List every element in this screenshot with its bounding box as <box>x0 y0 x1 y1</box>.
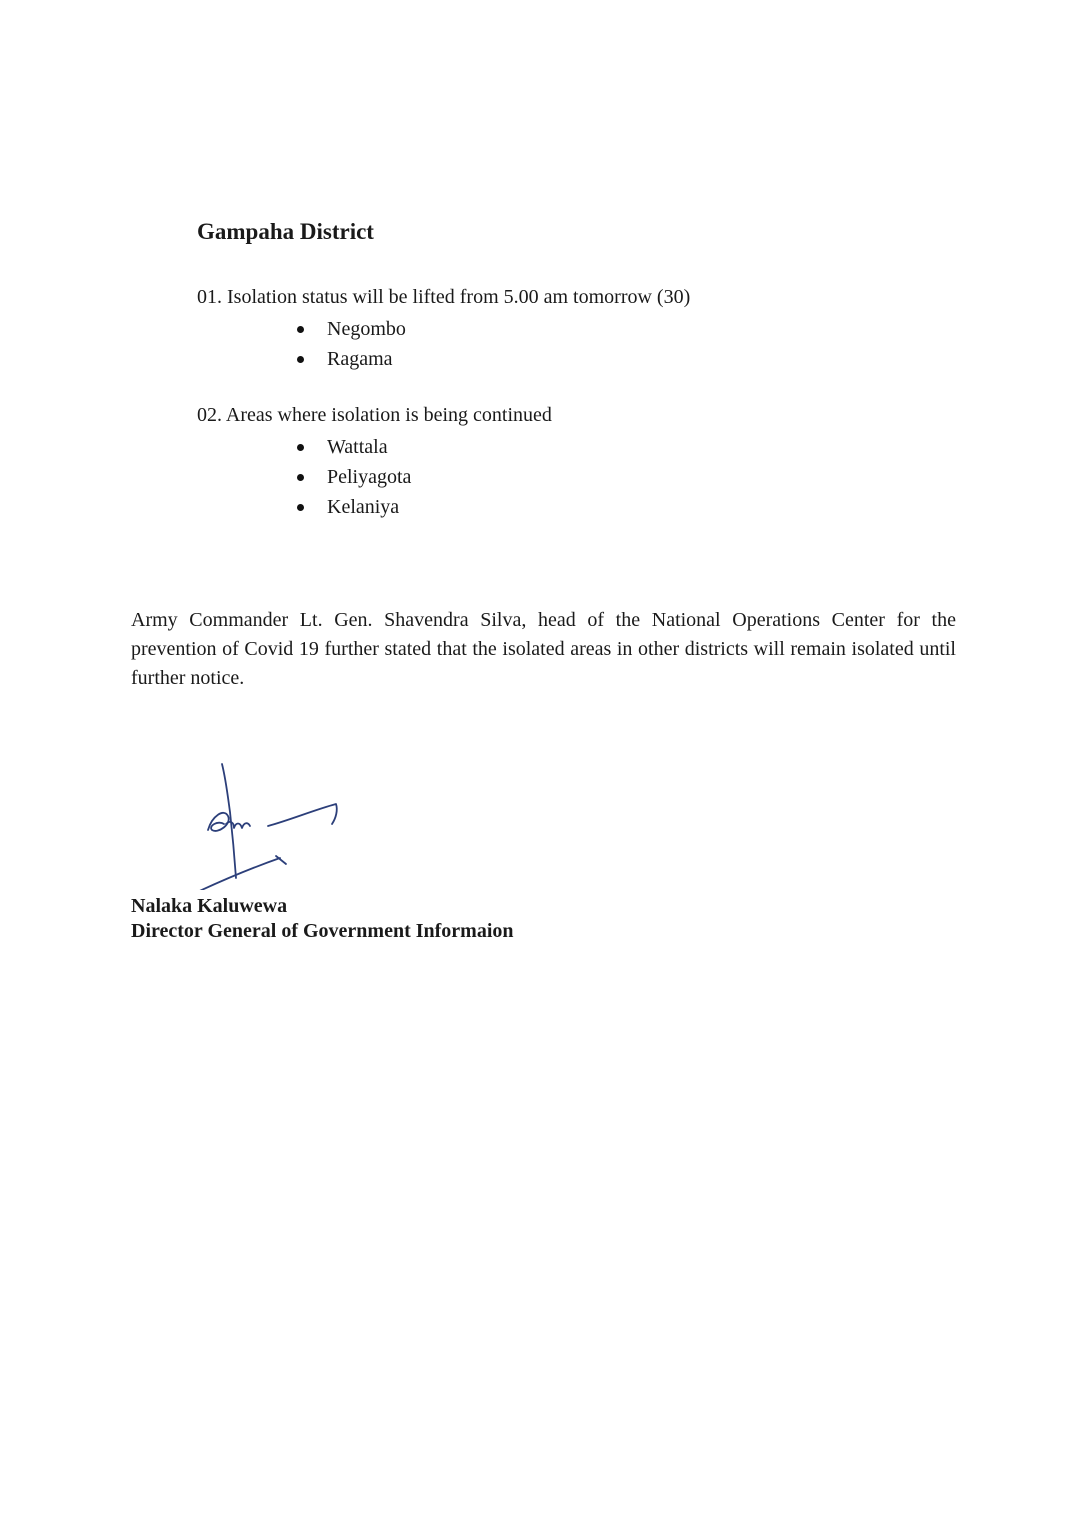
signatory-title: Director General of Government Informaion <box>131 920 514 942</box>
continued-isolation-section <box>197 402 957 522</box>
area-name: Negombo <box>327 318 406 340</box>
area-name: Peliyagota <box>327 466 412 488</box>
area-name: Ragama <box>327 348 393 370</box>
bullet-icon <box>297 504 304 511</box>
handwritten-signature <box>100 750 360 890</box>
list-item <box>197 432 957 462</box>
section-title: 02. Areas where isolation is being continued <box>197 404 552 426</box>
section-title: 01. Isolation status will be lifted from 5.00 am tomorrow (30) <box>197 286 691 308</box>
signature-drawing <box>100 750 360 890</box>
bullet-icon <box>297 326 304 333</box>
signatory-name: Nalaka Kaluwewa <box>131 895 288 917</box>
list-item <box>197 314 957 344</box>
continued-areas-list <box>197 432 957 522</box>
bullet-icon <box>297 444 304 451</box>
bullet-icon <box>297 474 304 481</box>
area-name: Kelaniya <box>327 496 400 518</box>
statement-paragraph: Army Commander Lt. Gen. Shavendra Silva, head of the National Operations Center for the prevention of Covid 19 further stated that the isolated areas in other districts will remain isolated until further notice. <box>131 609 956 689</box>
signature-strokes <box>160 764 337 890</box>
bullet-icon <box>297 356 304 363</box>
area-name: Wattala <box>327 436 388 458</box>
list-item <box>197 344 957 374</box>
lifted-isolation-section <box>197 284 957 374</box>
lifted-areas-list <box>197 314 957 374</box>
list-item <box>197 462 957 492</box>
district-heading: Gampaha District <box>197 219 374 244</box>
list-item <box>197 492 957 522</box>
